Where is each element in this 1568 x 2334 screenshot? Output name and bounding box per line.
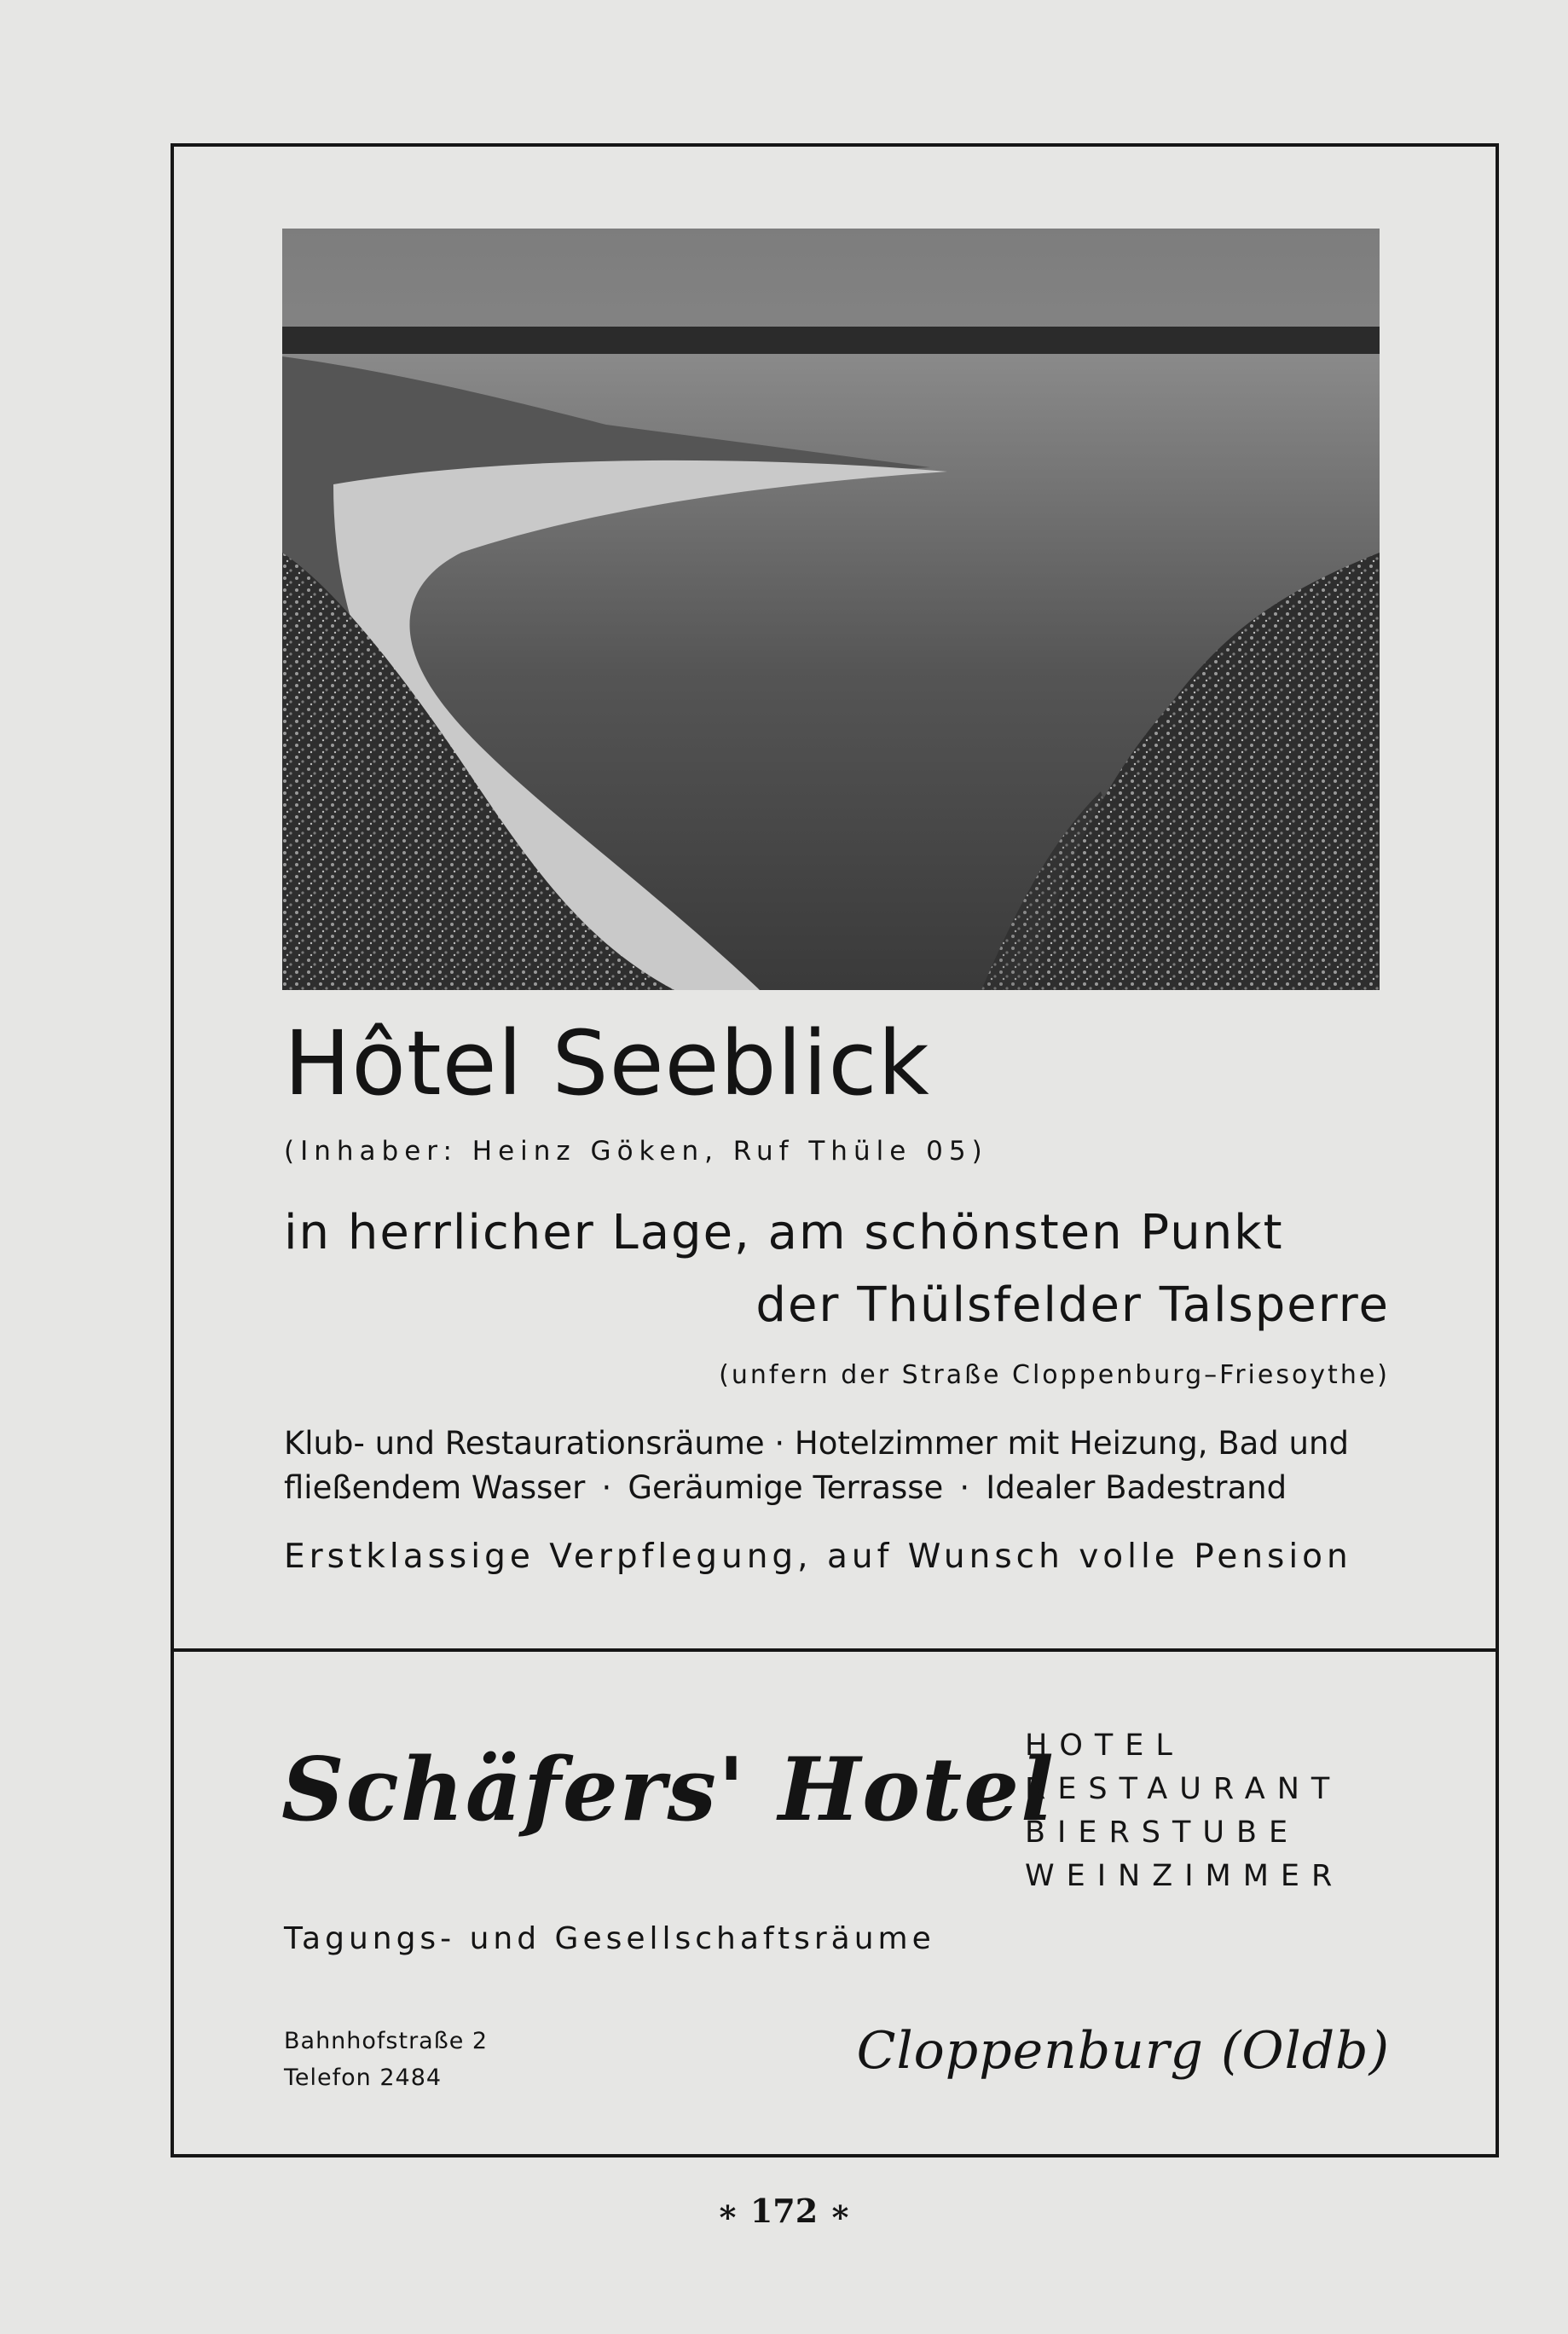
service-item: HOTEL bbox=[1025, 1729, 1184, 1763]
owner-line: (Inhaber: Heinz Göken, Ruf Thüle 05) bbox=[284, 1136, 988, 1167]
feature-terrace: Geräumige Terrasse bbox=[628, 1469, 944, 1506]
rooms-line: Tagungs- und Gesellschaftsräume bbox=[284, 1921, 935, 1956]
tagline-line-2: der Thülsfelder Talsperre bbox=[755, 1277, 1390, 1333]
schaefers-hotel-name: Schäfers' Hotel bbox=[281, 1739, 1056, 1841]
feature-beach: Idealer Badestrand bbox=[986, 1469, 1287, 1506]
features-line-1: Klub- und Restaurationsräume · Hotelzimmer mit Heizung, Bad und bbox=[284, 1425, 1349, 1462]
city-name: Cloppenburg (Oldb) bbox=[856, 2021, 1390, 2081]
feature-water: fließendem Wasser bbox=[284, 1469, 586, 1506]
service-item: BIERSTUBE bbox=[1025, 1816, 1300, 1850]
lakeshore-illustration bbox=[282, 229, 1380, 990]
street-address: Bahnhofstraße 2 bbox=[284, 2028, 489, 2054]
tagline-line-1: in herrlicher Lage, am schönsten Punkt bbox=[284, 1205, 1284, 1260]
service-item: WEINZIMMER bbox=[1025, 1859, 1345, 1893]
pension-line: Erstklassige Verpflegung, auf Wunsch volle Pension bbox=[284, 1538, 1352, 1576]
features-line-2 bbox=[284, 1469, 1287, 1506]
section-divider bbox=[171, 1648, 1499, 1652]
separator-dot: · bbox=[601, 1469, 612, 1506]
hotel-seeblick-title: Hôtel Seeblick bbox=[284, 1011, 930, 1115]
service-item: RESTAURANT bbox=[1025, 1772, 1342, 1806]
services-list bbox=[1025, 1724, 1344, 1898]
separator-dot: · bbox=[959, 1469, 970, 1506]
lakeshore-photo bbox=[282, 229, 1380, 990]
phone-number: Telefon 2484 bbox=[284, 2065, 443, 2091]
road-location: (unfern der Straße Cloppenburg–Friesoythe) bbox=[719, 1360, 1390, 1390]
page-number: ∗ 172 ∗ bbox=[716, 2192, 852, 2230]
